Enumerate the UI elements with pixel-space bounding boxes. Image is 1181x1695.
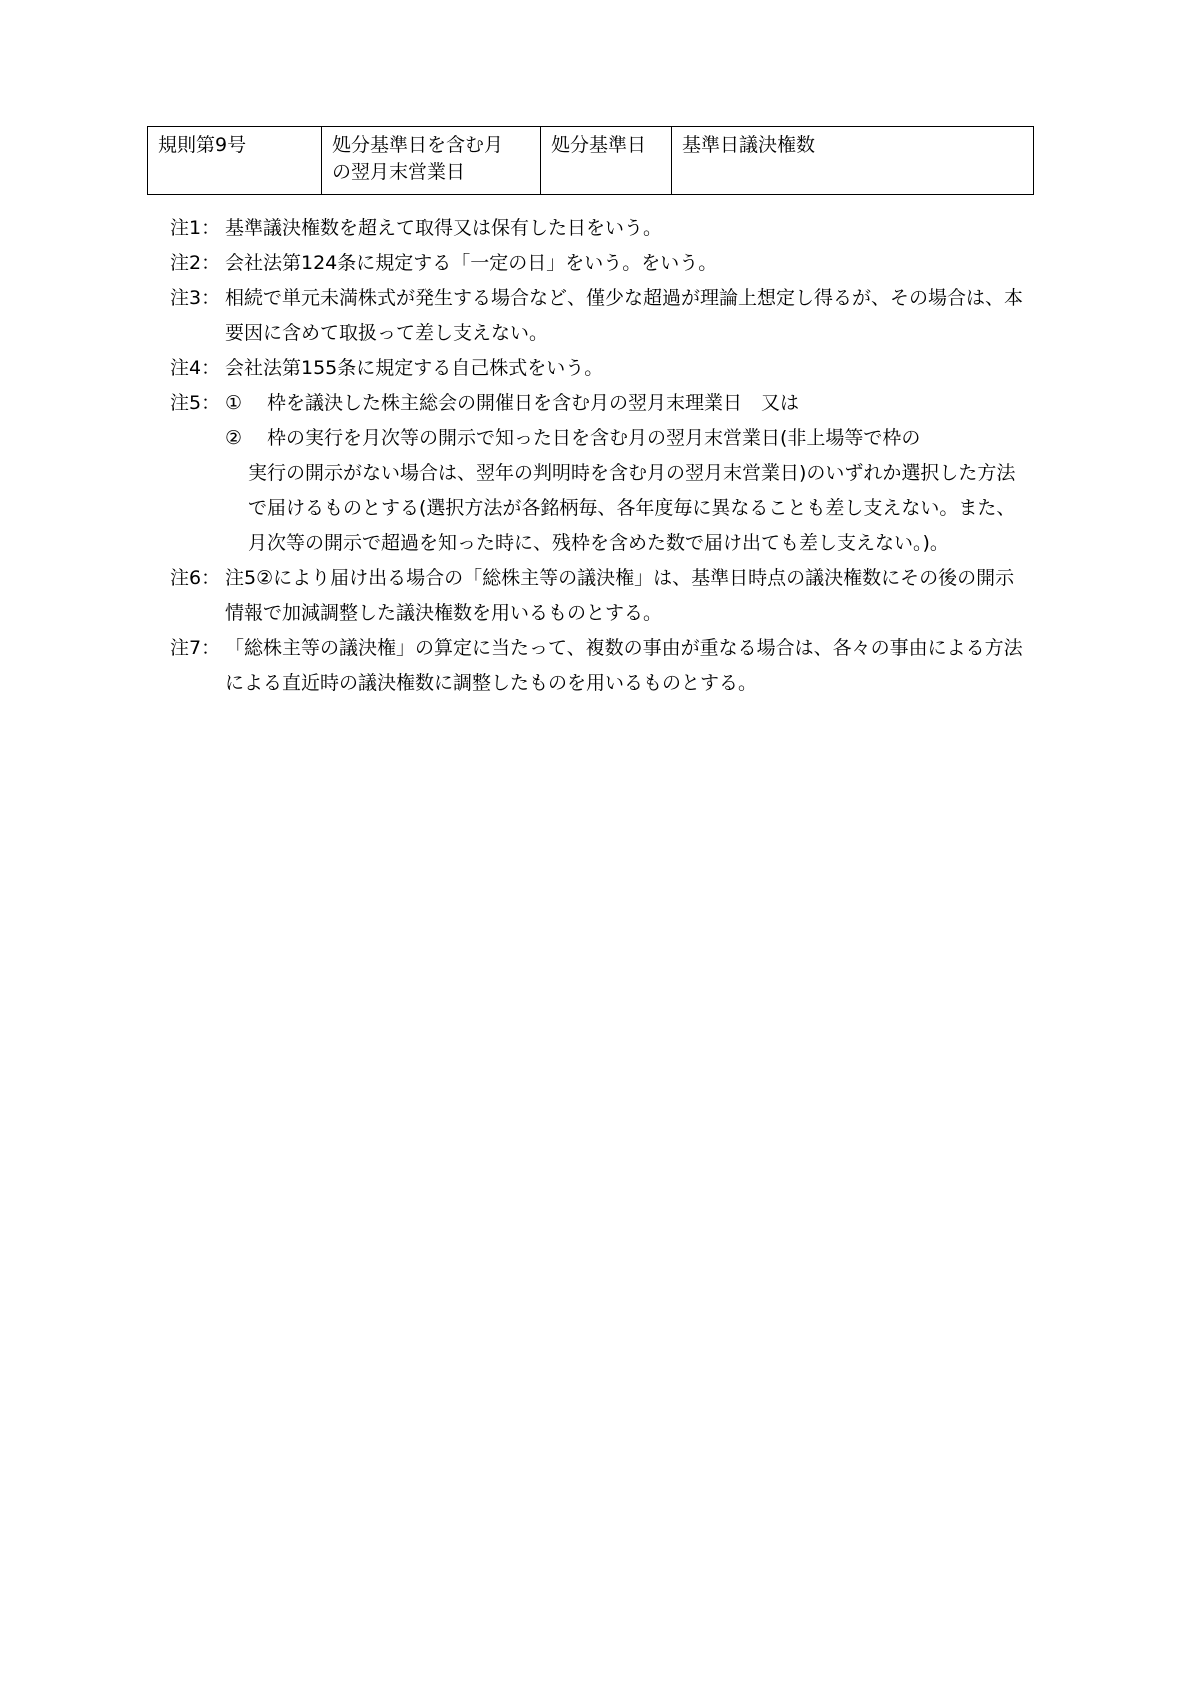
note-text: 会社法第124条に規定する「一定の日」をいう。をいう。	[225, 252, 718, 274]
note-3	[170, 281, 1030, 351]
note-label: 注7：	[170, 637, 221, 659]
note-text: 相続で単元未満株式が発生する場合など、僅少な超過が理論上想定し得るが、その場合は、本要因に含めて取扱って差し支えない。	[225, 287, 1024, 344]
circled-number-2: ②	[225, 427, 243, 449]
note-text: 会社法第155条に規定する自己株式をいう。	[225, 357, 604, 379]
note-5	[170, 386, 1030, 561]
note-label: 注6：	[170, 567, 221, 589]
note-label: 注5：	[170, 392, 221, 414]
note-text: 基準議決権数を超えて取得又は保有した日をいう。	[225, 217, 663, 239]
notes-section	[170, 211, 1030, 701]
note-label: 注3：	[170, 287, 221, 309]
table-cell-disposal-date: 処分基準日	[541, 127, 672, 195]
table-cell-voting-rights: 基準日議決権数	[672, 127, 1034, 195]
note-label: 注2：	[170, 252, 221, 274]
rule-table	[147, 126, 1034, 195]
circled-number-1: ①	[225, 392, 243, 414]
note-2	[170, 246, 1030, 281]
note-label: 注1：	[170, 217, 221, 239]
note-4	[170, 351, 1030, 386]
note-5-item-1-text: 枠を議決した株主総会の開催日を含む月の翌月末理業日 又は	[267, 392, 800, 414]
note-text: 「総株主等の議決権」の算定に当たって、複数の事由が重なる場合は、各々の事由による方法による直近時の議決権数に調整したものを用いるものとする。	[225, 637, 1023, 694]
note-text: 注5②により届け出る場合の「総株主等の議決権」は、基準日時点の議決権数にその後の開示情報で加減調整した議決権数を用いるものとする。	[225, 567, 1015, 624]
note-7	[170, 631, 1030, 701]
note-1	[170, 211, 1030, 246]
note-5-items	[225, 386, 1030, 561]
table-cell-disposal-deadline: 処分基準日を含む月 の翌月末営業日	[322, 127, 541, 195]
note-5-item-2-body	[248, 421, 1030, 561]
note-5-item-2	[225, 421, 1030, 561]
note-label: 注4：	[170, 357, 221, 379]
note-5-item-2-first-line: 枠の実行を月次等の開示で知った日を含む月の翌月末営業日(非上場等で枠の	[267, 427, 921, 449]
note-6	[170, 561, 1030, 631]
table-cell-rule: 規則第9号	[148, 127, 322, 195]
note-5-item-1	[225, 386, 1030, 421]
table-row	[148, 127, 1034, 195]
note-5-item-2-continuation: 実行の開示がない場合は、翌年の判明時を含む月の翌月末営業日)のいずれか選択した方法で届けるものとする(選択方法が各銘柄毎、各年度毎に異なることも差し支えない。また、月次等の開示で超過を知った時に、残枠を含めた数で届け出ても差し支えない。)。	[248, 462, 1016, 554]
